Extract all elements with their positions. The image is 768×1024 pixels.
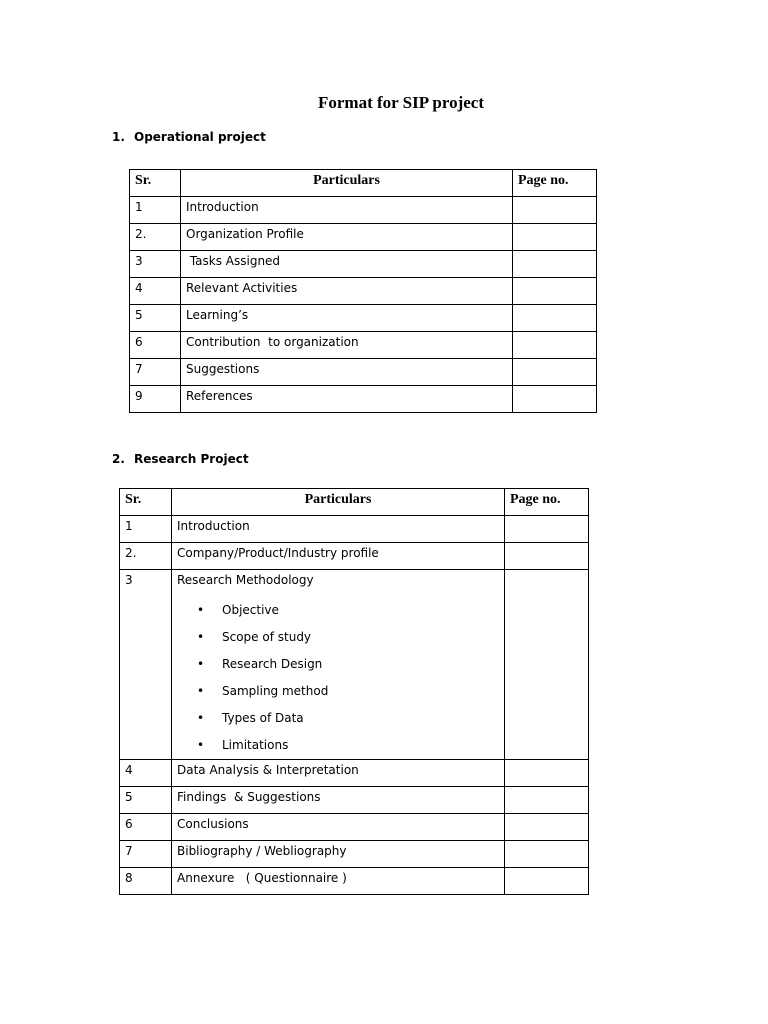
cell-particular: Relevant Activities bbox=[181, 278, 513, 305]
cell-sr: 7 bbox=[120, 841, 172, 868]
cell-particular-methodology bbox=[172, 570, 505, 760]
cell-page bbox=[513, 278, 597, 305]
cell-particular: References bbox=[181, 386, 513, 413]
list-item bbox=[177, 651, 499, 678]
research-methodology-label: Research Methodology bbox=[177, 573, 314, 587]
cell-page bbox=[513, 359, 597, 386]
cell-page bbox=[505, 516, 589, 543]
cell-sr: 2. bbox=[120, 543, 172, 570]
cell-sr: 4 bbox=[130, 278, 181, 305]
table-header-row bbox=[120, 489, 589, 516]
list-item bbox=[177, 624, 499, 651]
cell-sr: 2. bbox=[130, 224, 181, 251]
table-row bbox=[130, 332, 597, 359]
cell-sr: 3 bbox=[120, 570, 172, 760]
cell-page bbox=[505, 543, 589, 570]
cell-sr: 1 bbox=[120, 516, 172, 543]
cell-page bbox=[505, 868, 589, 895]
cell-page bbox=[513, 305, 597, 332]
table-row bbox=[120, 760, 589, 787]
table-row bbox=[120, 787, 589, 814]
header-page-no: Page no. bbox=[513, 170, 597, 197]
cell-page bbox=[505, 814, 589, 841]
section-number: 1. bbox=[112, 130, 125, 144]
section-heading-operational bbox=[112, 130, 266, 144]
table-row bbox=[120, 570, 589, 760]
cell-sr: 5 bbox=[120, 787, 172, 814]
bullet-icon: • bbox=[197, 630, 205, 644]
cell-particular: Organization Profile bbox=[181, 224, 513, 251]
table-row bbox=[120, 543, 589, 570]
cell-page bbox=[513, 386, 597, 413]
list-item bbox=[177, 597, 499, 624]
header-sr: Sr. bbox=[130, 170, 181, 197]
cell-sr: 6 bbox=[130, 332, 181, 359]
table-row bbox=[130, 197, 597, 224]
list-item bbox=[177, 732, 499, 759]
operational-project-table bbox=[129, 169, 597, 413]
table-row bbox=[120, 841, 589, 868]
cell-particular: Data Analysis & Interpretation bbox=[172, 760, 505, 787]
table-row bbox=[120, 814, 589, 841]
bullet-icon: • bbox=[197, 657, 205, 671]
cell-sr: 4 bbox=[120, 760, 172, 787]
bullet-icon: • bbox=[197, 684, 205, 698]
cell-sr: 3 bbox=[130, 251, 181, 278]
page-title: Format for SIP project bbox=[317, 93, 485, 112]
cell-particular: Annexure ( Questionnaire ) bbox=[172, 868, 505, 895]
header-sr: Sr. bbox=[120, 489, 172, 516]
table-row bbox=[130, 359, 597, 386]
cell-particular: Company/Product/Industry profile bbox=[172, 543, 505, 570]
section-heading-text: Research Project bbox=[134, 452, 249, 466]
cell-page bbox=[513, 224, 597, 251]
cell-sr: 1 bbox=[130, 197, 181, 224]
table-header-row bbox=[130, 170, 597, 197]
cell-page bbox=[513, 332, 597, 359]
cell-particular: Bibliography / Webliography bbox=[172, 841, 505, 868]
cell-sr: 9 bbox=[130, 386, 181, 413]
header-page-no: Page no. bbox=[505, 489, 589, 516]
cell-particular: Suggestions bbox=[181, 359, 513, 386]
cell-particular: Contribution to organization bbox=[181, 332, 513, 359]
cell-page bbox=[505, 570, 589, 760]
cell-particular: Tasks Assigned bbox=[181, 251, 513, 278]
section-number: 2. bbox=[112, 452, 125, 466]
cell-page bbox=[513, 197, 597, 224]
bullet-icon: • bbox=[197, 603, 205, 617]
section-heading-text: Operational project bbox=[134, 130, 266, 144]
bullet-icon: • bbox=[197, 711, 205, 725]
cell-particular: Conclusions bbox=[172, 814, 505, 841]
cell-page bbox=[505, 787, 589, 814]
bullet-icon: • bbox=[197, 738, 205, 752]
cell-page bbox=[505, 841, 589, 868]
cell-page bbox=[513, 251, 597, 278]
list-item-text: Scope of study bbox=[222, 630, 312, 644]
methodology-sub-list bbox=[177, 597, 499, 759]
cell-sr: 5 bbox=[130, 305, 181, 332]
cell-sr: 8 bbox=[120, 868, 172, 895]
list-item-text: Objective bbox=[222, 603, 279, 617]
header-particulars: Particulars bbox=[172, 489, 505, 516]
cell-particular: Introduction bbox=[172, 516, 505, 543]
list-item-text: Limitations bbox=[222, 738, 289, 752]
table-row bbox=[130, 278, 597, 305]
section-heading-research bbox=[112, 452, 249, 466]
table-row bbox=[130, 305, 597, 332]
cell-sr: 6 bbox=[120, 814, 172, 841]
table-row bbox=[130, 386, 597, 413]
list-item bbox=[177, 705, 499, 732]
cell-page bbox=[505, 760, 589, 787]
header-particulars: Particulars bbox=[181, 170, 513, 197]
cell-particular: Findings & Suggestions bbox=[172, 787, 505, 814]
cell-sr: 7 bbox=[130, 359, 181, 386]
list-item-text: Sampling method bbox=[222, 684, 329, 698]
list-item bbox=[177, 678, 499, 705]
table-row bbox=[130, 251, 597, 278]
list-item-text: Research Design bbox=[222, 657, 323, 671]
research-project-table bbox=[119, 488, 589, 895]
cell-particular: Learning’s bbox=[181, 305, 513, 332]
cell-particular: Introduction bbox=[181, 197, 513, 224]
table-row bbox=[120, 516, 589, 543]
list-item-text: Types of Data bbox=[222, 711, 304, 725]
table-row bbox=[120, 868, 589, 895]
table-row bbox=[130, 224, 597, 251]
